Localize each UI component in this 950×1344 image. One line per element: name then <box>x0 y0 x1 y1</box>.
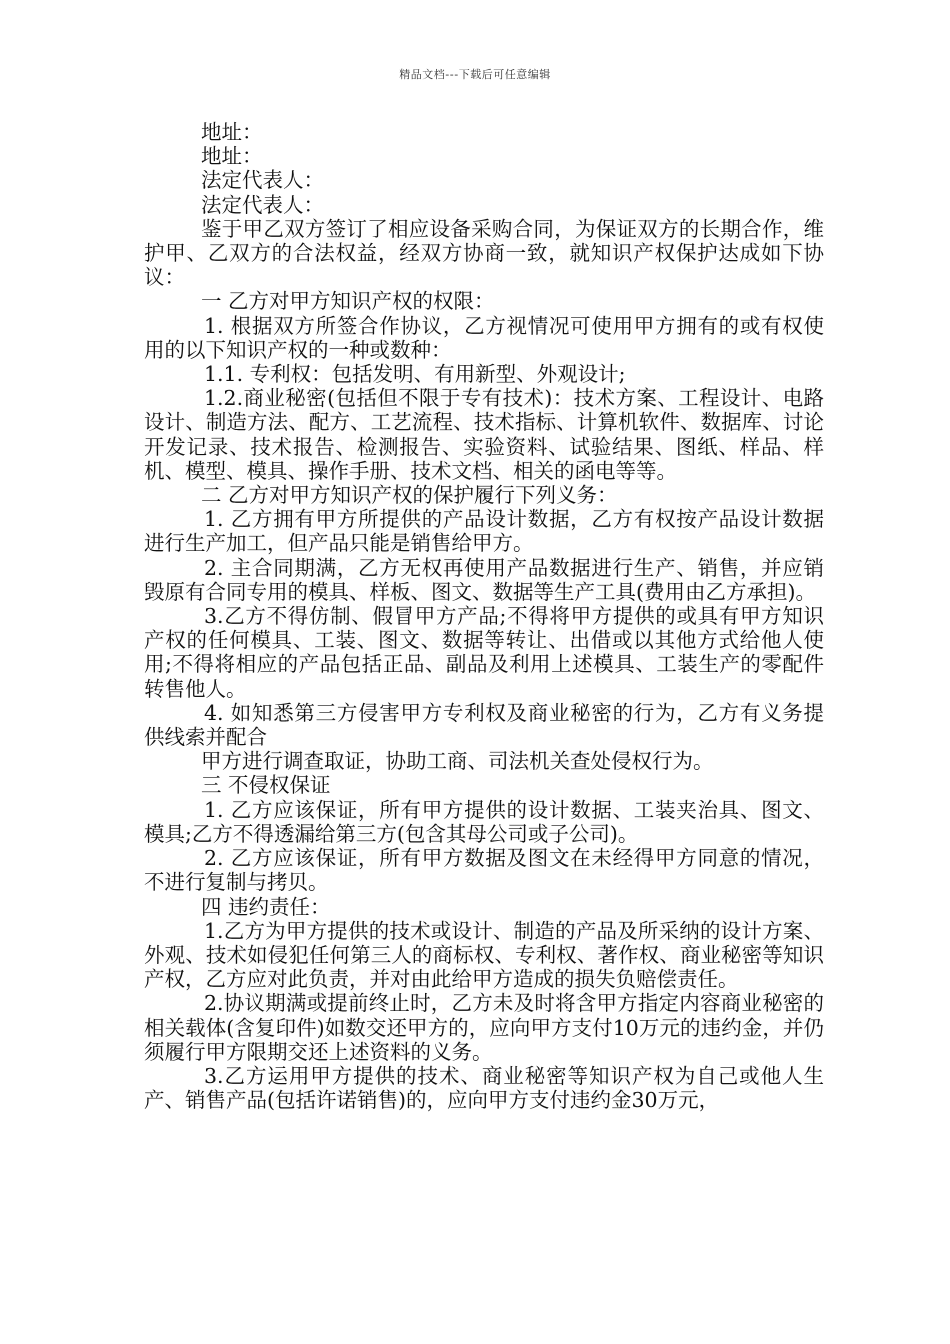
clause-paragraph: 2. 主合同期满，乙方无权再使用产品数据进行生产、销售，并应销毁原有合同专用的模具、样板、图文、数据等生产工具(费用由乙方承担)。 <box>144 555 824 604</box>
clause-paragraph: 1.2.商业秘密(包括但不限于专有技术)：技术方案、工程设计、电路设计、制造方法、配方、工艺流程、技术指标、计算机软件、数据库、讨论开发记录、技术报告、检测报告、实验资料、试验结果、图纸、样品、样机、模型、模具、操作手册、技术文档、相关的函电等等。 <box>144 386 824 483</box>
clause-paragraph: 1. 根据双方所签合作协议，乙方视情况可使用甲方拥有的或有权使用的以下知识产权的一种或数种： <box>144 313 824 362</box>
clause-paragraph: 1.乙方为甲方提供的技术或设计、制造的产品及所采纳的设计方案、外观、技术如侵犯任何第三人的商标权、专利权、著作权、商业秘密等知识产权，乙方应对此负责，并对由此给甲方造成的损失负赔偿责任。 <box>144 918 824 992</box>
clause-paragraph: 甲方进行调查取证，协助工商、司法机关查处侵权行为。 <box>201 749 714 774</box>
address-line: 地址： <box>201 120 263 144</box>
document-body <box>144 120 824 1112</box>
clause-paragraph: 3.乙方运用甲方提供的技术、商业秘密等知识产权为自己或他人生产、销售产品(包括许诺销售)的，应向甲方支付违约金30万元， <box>144 1063 824 1113</box>
clause-paragraph: 1. 乙方应该保证，所有甲方提供的设计数据、工装夹治具、图文、模具;乙方不得透漏给第三方(包含其母公司或子公司)。 <box>144 797 824 846</box>
section-heading: 四 违约责任： <box>201 894 331 919</box>
section-heading: 三 不侵权保证 <box>201 773 331 798</box>
preamble-paragraph: 鉴于甲乙双方签订了相应设备采购合同，为保证双方的长期合作，维护甲、乙双方的合法权益，经双方协商一致，就知识产权保护达成如下协议： <box>144 216 824 290</box>
clause-paragraph: 4. 如知悉第三方侵害甲方专利权及商业秘密的行为，乙方有义务提供线索并配合 <box>144 700 824 750</box>
clause-paragraph: 1.1. 专利权：包括发明、有用新型、外观设计; <box>204 362 626 387</box>
clause-paragraph: 3.乙方不得仿制、假冒甲方产品;不得将甲方提供的或具有甲方知识产权的任何模具、工装、图文、数据等转让、出借或以其他方式给他人使用;不得将相应的产品包括正品、副品及利用上述模具、工装生产的零配件转售他人。 <box>144 604 824 701</box>
clause-paragraph: 1. 乙方拥有甲方所提供的产品设计数据，乙方有权按产品设计数据进行生产加工，但产品只能是销售给甲方。 <box>144 507 824 556</box>
section-heading: 二 乙方对甲方知识产权的保护履行下列义务： <box>201 483 618 508</box>
legal-rep-line: 法定代表人： <box>201 192 324 217</box>
page-header: 精品文档---下载后可任意编辑 <box>399 68 551 81</box>
clause-paragraph: 2. 乙方应该保证，所有甲方数据及图文在未经得甲方同意的情况，不进行复制与拷贝。 <box>144 846 824 895</box>
clause-paragraph: 2.协议期满或提前终止时，乙方未及时将含甲方指定内容商业秘密的相关载体(含复印件)如数交还甲方的，应向甲方支付10万元的违约金，并仍须履行甲方限期交还上述资料的义务。 <box>144 991 824 1064</box>
address-line: 地址： <box>201 144 263 169</box>
legal-rep-line: 法定代表人： <box>201 168 324 193</box>
section-heading: 一 乙方对甲方知识产权的权限： <box>201 289 495 314</box>
